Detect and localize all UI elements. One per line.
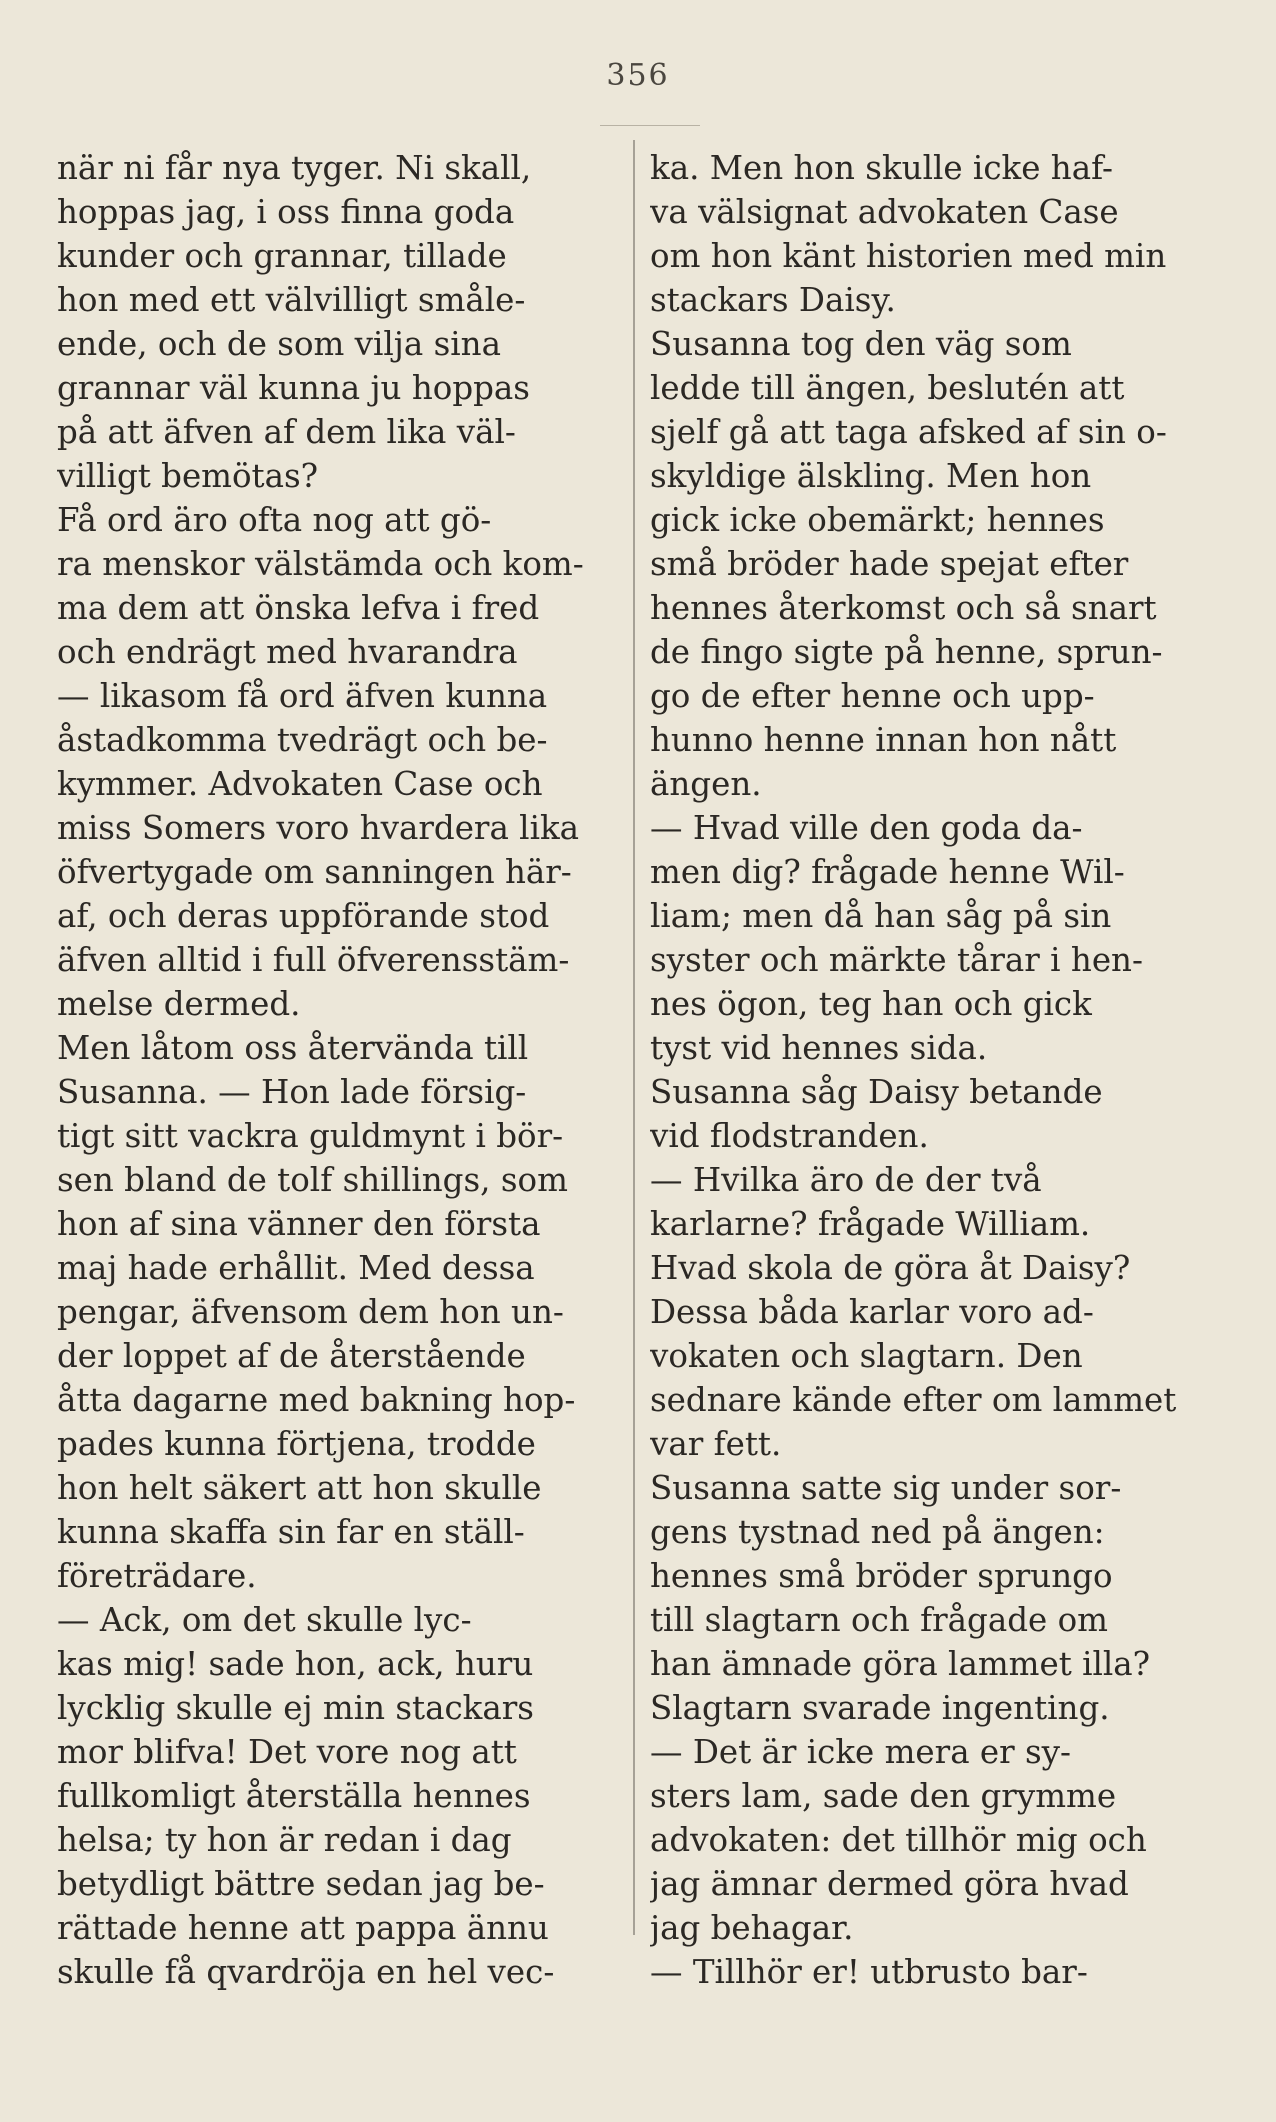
text-line: helsa; ty hon är redan i dag <box>57 1821 512 1859</box>
text-line: gick icke obemärkt; hennes <box>650 501 1105 539</box>
text-line: kunna skaffa sin far en ställ- <box>57 1513 525 1551</box>
text-line: ka. Men hon skulle icke haf- <box>650 149 1113 187</box>
page-number: 356 <box>606 58 670 93</box>
text-line: hennes återkomst och så snart <box>650 589 1157 627</box>
text-line: Susanna satte sig under sor- <box>650 1469 1122 1507</box>
text-line: kunder och grannar, tillade <box>57 237 507 275</box>
text-line: melse dermed. <box>57 985 301 1023</box>
text-line: betydligt bättre sedan jag be- <box>57 1865 545 1903</box>
text-line: när ni får nya tyger. Ni skall, <box>57 149 532 187</box>
text-line: hon med ett välvilligt småle- <box>57 281 526 319</box>
text-line: om hon känt historien med min <box>650 237 1167 275</box>
text-line: hoppas jag, i oss finna goda <box>57 193 515 231</box>
text-line: kas mig! sade hon, ack, huru <box>57 1645 534 1683</box>
text-line: Susanna. — Hon lade försig- <box>57 1073 527 1111</box>
text-line: grannar väl kunna ju hoppas <box>57 369 530 407</box>
text-line: han ämnade göra lammet illa? <box>650 1645 1151 1683</box>
text-line: var fett. <box>650 1425 782 1463</box>
text-line: lycklig skulle ej min stackars <box>57 1689 534 1727</box>
text-line: till slagtarn och frågade om <box>650 1601 1108 1639</box>
text-line: maj hade erhållit. Med dessa <box>57 1249 535 1287</box>
text-line: villigt bemötas? <box>57 457 319 495</box>
text-line: gens tystnad ned på ängen: <box>650 1513 1105 1551</box>
text-line: miss Somers voro hvardera lika <box>57 809 580 847</box>
text-line: på att äfven af dem lika väl- <box>57 413 516 451</box>
text-line: mor blifva! Det vore nog att <box>57 1733 517 1771</box>
text-line: — Hvad ville den goda da- <box>650 809 1083 847</box>
text-line: jag ämnar dermed göra hvad <box>650 1865 1129 1903</box>
text-line: rättade henne att pappa ännu <box>57 1909 549 1947</box>
text-line: sters lam, sade den grymme <box>650 1777 1117 1815</box>
text-line: — Hvilka äro de der två <box>650 1161 1042 1199</box>
header-rule <box>600 125 700 126</box>
text-line: ledde till ängen, beslutén att <box>650 369 1125 407</box>
text-line: skulle få qvardröja en hel vec- <box>57 1953 555 1991</box>
text-line: — Tillhör er! utbrusto bar- <box>650 1953 1088 1991</box>
text-line: Susanna såg Daisy betande <box>650 1073 1103 1111</box>
text-line: va välsignat advokaten Case <box>650 193 1119 231</box>
text-line: små bröder hade spejat efter <box>650 545 1129 583</box>
text-line: vokaten och slagtarn. Den <box>650 1337 1083 1375</box>
text-line: vid flodstranden. <box>650 1117 929 1155</box>
text-line: sjelf gå att taga afsked af sin o- <box>650 413 1167 451</box>
text-line: sen bland de tolf shillings, som <box>57 1161 568 1199</box>
text-line: hennes små bröder sprungo <box>650 1557 1113 1595</box>
text-line: — likasom få ord äfven kunna <box>57 677 548 715</box>
text-line: men dig? frågade henne Wil- <box>650 853 1125 891</box>
text-line: karlarne? frågade William. <box>650 1205 1091 1243</box>
text-line: kymmer. Advokaten Case och <box>57 765 543 803</box>
text-line: — Ack, om det skulle lyc- <box>57 1601 472 1639</box>
left-column <box>57 146 622 1994</box>
text-line: skyldige älskling. Men hon <box>650 457 1092 495</box>
text-line: tigt sitt vackra guldmynt i bör- <box>57 1117 564 1155</box>
text-line: ra menskor välstämda och kom- <box>57 545 584 583</box>
text-line: ma dem att önska lefva i fred <box>57 589 540 627</box>
text-line: hon af sina vänner den första <box>57 1205 541 1243</box>
text-line: liam; men då han såg på sin <box>650 897 1112 935</box>
text-line: stackars Daisy. <box>650 281 896 319</box>
text-line: nes ögon, teg han och gick <box>650 985 1092 1023</box>
text-line: pengar, äfvensom dem hon un- <box>57 1293 564 1331</box>
text-line: åstadkomma tvedrägt och be- <box>57 721 548 759</box>
text-line: Men låtom oss återvända till <box>57 1029 529 1067</box>
text-line: jag behagar. <box>650 1909 854 1947</box>
text-line: syster och märkte tårar i hen- <box>650 941 1143 979</box>
text-line: och endrägt med hvarandra <box>57 633 518 671</box>
text-line: ende, och de som vilja sina <box>57 325 501 363</box>
text-line: af, och deras uppförande stod <box>57 897 550 935</box>
text-line: Få ord äro ofta nog att gö- <box>57 501 492 539</box>
text-line: Slagtarn svarade ingenting. <box>650 1689 1110 1727</box>
text-line: äfven alltid i full öfverensstäm- <box>57 941 570 979</box>
text-line: Susanna tog den väg som <box>650 325 1072 363</box>
text-line: fullkomligt återställa hennes <box>57 1777 531 1815</box>
text-line: Hvad skola de göra åt Daisy? <box>650 1249 1131 1287</box>
text-line: Dessa båda karlar voro ad- <box>650 1293 1094 1331</box>
text-line: öfvertygade om sanningen här- <box>57 853 572 891</box>
text-line: tyst vid hennes sida. <box>650 1029 988 1067</box>
text-line: företrädare. <box>57 1557 257 1595</box>
text-line: de fingo sigte på henne, sprun- <box>650 633 1163 671</box>
right-column <box>650 146 1220 1994</box>
text-line: advokaten: det tillhör mig och <box>650 1821 1147 1859</box>
text-line: pades kunna förtjena, trodde <box>57 1425 536 1463</box>
text-line: åtta dagarne med bakning hop- <box>57 1381 576 1419</box>
column-divider <box>633 140 635 1935</box>
text-line: ängen. <box>650 765 762 803</box>
text-line: go de efter henne och upp- <box>650 677 1095 715</box>
text-line: hon helt säkert att hon skulle <box>57 1469 542 1507</box>
text-line: sednare kände efter om lammet <box>650 1381 1177 1419</box>
text-line: — Det är icke mera er sy- <box>650 1733 1072 1771</box>
text-line: hunno henne innan hon nått <box>650 721 1117 759</box>
text-line: der loppet af de återstående <box>57 1337 526 1375</box>
